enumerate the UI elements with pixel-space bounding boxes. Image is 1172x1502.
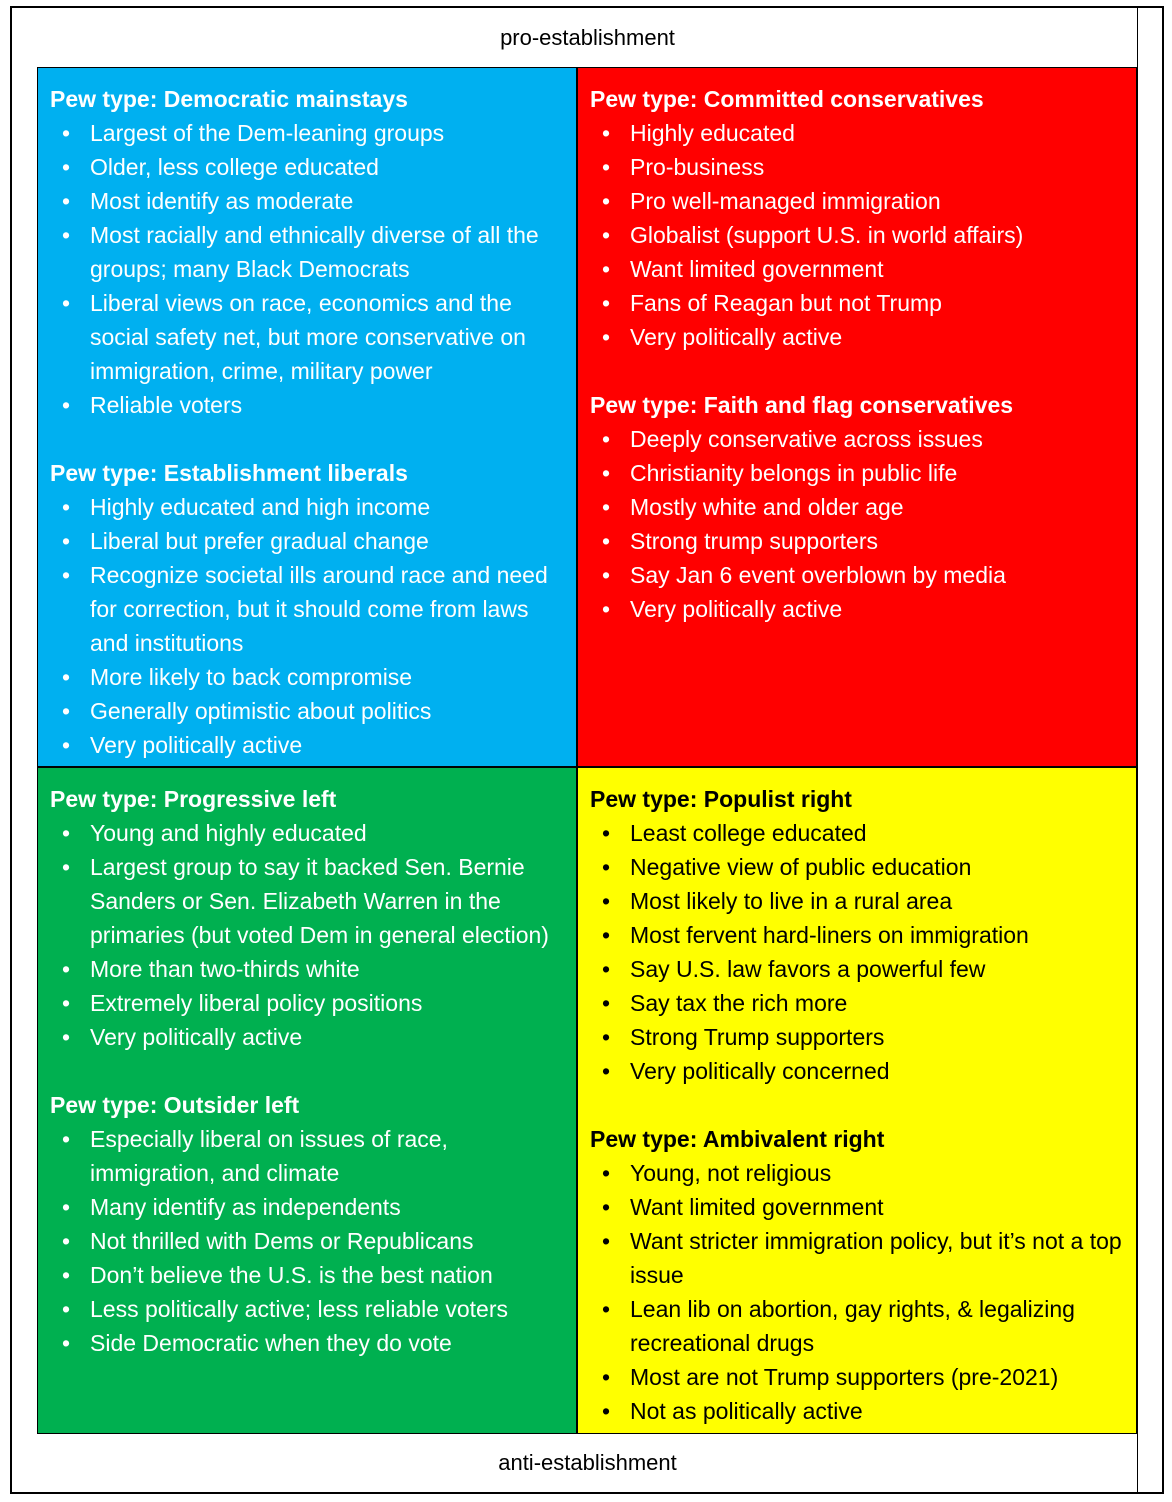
trait-item: • Most racially and ethnically diverse of all the groups; many Black Democrats [50,218,564,286]
trait-item: • Most are not Trump supporters (pre-2021) [590,1360,1124,1394]
trait-item: • Most identify as moderate [50,184,564,218]
trait-item: • Pro well-managed immigration [590,184,1124,218]
trait-item: • Largest group to say it backed Sen. Bernie Sanders or Sen. Elizabeth Warren in the primaries (but voted Dem in general election) [50,850,564,952]
trait-item: • Most fervent hard-liners on immigration [590,918,1124,952]
type-title: Pew type: Outsider left [50,1092,300,1118]
trait-item: • More than two-thirds white [50,952,564,986]
type-group [50,456,564,762]
trait-item: • Liberal but prefer gradual change [50,524,564,558]
trait-list [590,816,1124,1088]
type-title: Pew type: Progressive left [50,786,337,812]
trait-list [590,1156,1124,1428]
trait-item: • Less politically active; less reliable voters [50,1292,564,1326]
trait-item: • Deeply conservative across issues [590,422,1124,456]
type-title: Pew type: Establishment liberals [50,460,408,486]
trait-item: • Very politically active [50,1020,564,1054]
type-group [590,82,1124,354]
trait-item: • Say tax the rich more [590,986,1124,1020]
trait-item: • Many identify as independents [50,1190,564,1224]
trait-item: • Very politically active [50,728,564,762]
trait-item: • Strong trump supporters [590,524,1124,558]
axis-label-top: pro-establishment [38,8,1137,68]
trait-item: • Young, not religious [590,1156,1124,1190]
trait-item: • Mostly white and older age [590,490,1124,524]
trait-list [50,116,564,422]
trait-item: • Very politically active [590,592,1124,626]
trait-item: • Want limited government [590,1190,1124,1224]
type-title: Pew type: Populist right [590,786,852,812]
trait-list [50,490,564,762]
type-title: Pew type: Faith and flag conservatives [590,392,1014,418]
type-group [590,782,1124,1088]
type-title: Pew type: Ambivalent right [590,1126,885,1152]
type-group [50,1088,564,1360]
trait-item: • Not as politically active [590,1394,1124,1428]
type-group [50,82,564,422]
quadrant-bottom-right [577,767,1137,1434]
trait-item: • Negative view of public education [590,850,1124,884]
trait-item: • Christianity belongs in public life [590,456,1124,490]
trait-item: • Say Jan 6 event overblown by media [590,558,1124,592]
trait-item: • Liberal views on race, economics and the social safety net, but more conservative on immigration, crime, military power [50,286,564,388]
trait-item: • Very politically concerned [590,1054,1124,1088]
axis-label-bottom: anti-establishment [38,1432,1137,1492]
trait-item: • More likely to back compromise [50,660,564,694]
trait-item: • Fans of Reagan but not Trump [590,286,1124,320]
quadrant-top-right [577,67,1137,767]
trait-item: • Extremely liberal policy positions [50,986,564,1020]
trait-item: • Not thrilled with Dems or Republicans [50,1224,564,1258]
trait-item: • Generally optimistic about politics [50,694,564,728]
trait-item: • Largest of the Dem-leaning groups [50,116,564,150]
trait-item: • Say U.S. law favors a powerful few [590,952,1124,986]
quadrant-bottom-left [37,767,577,1434]
trait-item: • Don’t believe the U.S. is the best nation [50,1258,564,1292]
trait-list [50,1122,564,1360]
trait-item: • Side Democratic when they do vote [50,1326,564,1360]
trait-item: • Highly educated [590,116,1124,150]
trait-item: • Especially liberal on issues of race, immigration, and climate [50,1122,564,1190]
trait-list [590,116,1124,354]
type-group [50,782,564,1054]
quadrant-top-left [37,67,577,767]
type-title: Pew type: Committed conservatives [590,86,984,112]
trait-list [50,816,564,1054]
trait-item: • Young and highly educated [50,816,564,850]
frame-inner-right-rule [1137,8,1138,1492]
trait-item: • Want limited government [590,252,1124,286]
type-title: Pew type: Democratic mainstays [50,86,408,112]
trait-item: • Most likely to live in a rural area [590,884,1124,918]
trait-item: • Very politically active [590,320,1124,354]
trait-item: • Pro-business [590,150,1124,184]
trait-item: • Reliable voters [50,388,564,422]
trait-item: • Lean lib on abortion, gay rights, & legalizing recreational drugs [590,1292,1124,1360]
trait-item: • Highly educated and high income [50,490,564,524]
trait-item: • Older, less college educated [50,150,564,184]
trait-list [590,422,1124,626]
trait-item: • Globalist (support U.S. in world affairs) [590,218,1124,252]
type-group [590,1122,1124,1428]
trait-item: • Strong Trump supporters [590,1020,1124,1054]
type-group [590,388,1124,626]
trait-item: • Least college educated [590,816,1124,850]
trait-item: • Recognize societal ills around race and need for correction, but it should come from laws and institutions [50,558,564,660]
trait-item: • Want stricter immigration policy, but it’s not a top issue [590,1224,1124,1292]
